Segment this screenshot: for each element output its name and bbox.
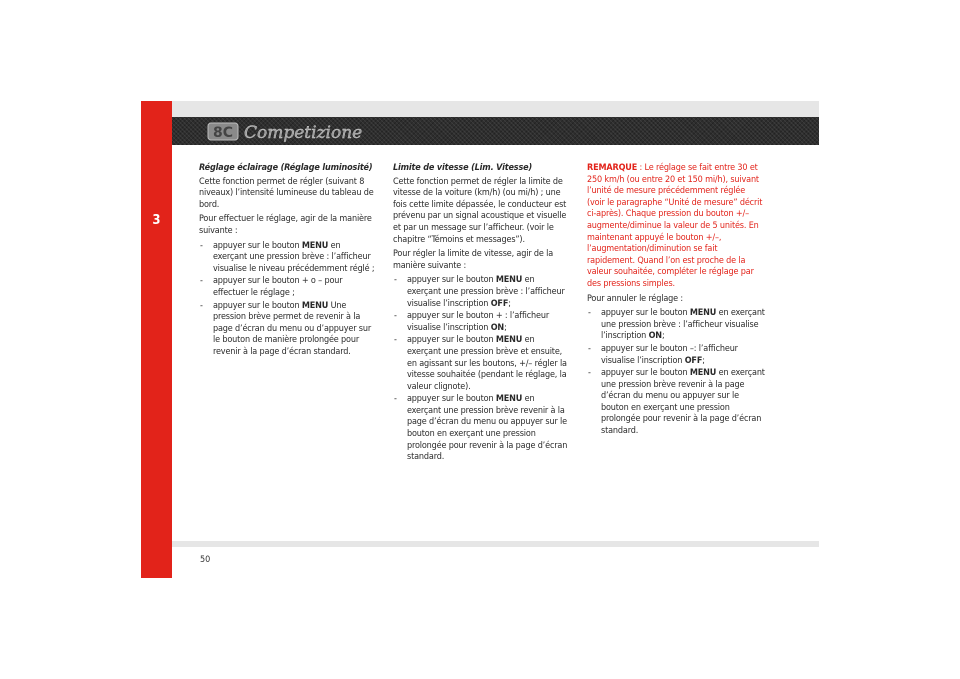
list-item: - appuyer sur le bouton MENU en exerçant une pression brève : l’afficheur visualise le niveau précédemment réglé ;: [199, 241, 376, 276]
svg-text:Competizione: Competizione: [244, 123, 363, 143]
column-lighting: [199, 163, 376, 360]
paragraph: Cette fonction permet de régler (suivant 8 niveaux) l’intensité lumineuse du tableau de bord.: [199, 176, 374, 210]
paragraph: Pour annuler le réglage :: [587, 293, 683, 304]
list-item: - appuyer sur le bouton MENU en exerçant une pression brève et ensuite, en agissant sur les boutons, +/– régler la vitesse souhaitée (pendant le réglage, la valeur clignote).: [393, 335, 570, 393]
list-item: - appuyer sur le bouton + o – pour effectuer le réglage ;: [199, 276, 376, 299]
steps-list: [199, 241, 376, 359]
list-item: - appuyer sur le bouton MENU Une pression brève permet de revenir à la page d’écran du menu ou d’appuyer sur le bouton de manière prolongée pour revenir à la page d’écran standard.: [199, 301, 376, 359]
column-speed-limit: [393, 163, 570, 465]
bottom-band: [172, 541, 819, 547]
page-number: 50: [200, 555, 211, 565]
steps-list: [587, 308, 765, 438]
list-item: - appuyer sur le bouton MENU en exerçant une pression brève revenir à la page d’écran du menu ou appuyer sur le bouton en exerçant une pression prolongée pour revenir à la page d’écran standard.: [587, 368, 765, 438]
column-note-cancel: [587, 163, 765, 439]
paragraph: Pour régler la limite de vitesse, agir de la manière suivante :: [393, 249, 554, 271]
svg-text:8C: 8C: [212, 125, 234, 141]
chapter-number: 3: [152, 213, 161, 228]
paragraph: Pour effectuer le réglage, agir de la manière suivante :: [199, 214, 372, 236]
list-item: - appuyer sur le bouton MENU en exerçant une pression brève : l’afficheur visualise l’inscription ON;: [587, 308, 765, 343]
list-item: - appuyer sur le bouton + : l’afficheur visualise l’inscription ON;: [393, 311, 570, 334]
top-band: [172, 101, 819, 117]
chapter-tab: [141, 101, 172, 578]
brand-logo: [206, 117, 386, 145]
section-heading: Réglage éclairage (Réglage luminosité): [199, 163, 373, 173]
list-item: - appuyer sur le bouton MENU en exerçant une pression brève : l’afficheur visualise l’inscription OFF;: [393, 275, 570, 310]
note-paragraph: REMARQUE : Le réglage se fait entre 30 et 250 km/h (ou entre 20 et 150 mi/h), suivant l’unité de mesure précédemment réglée (voir le paragraphe “Unité de mesure” décrit ci-après). Chaque pression du bouton +/– augmente/diminue la valeur de 5 unités. En maintenant appuyé le bouton +/–, l’augmentation/diminution se fait rapidement. Quand l’on est proche de la valeur souhaitée, compléter le réglage par des pressions simples.: [587, 163, 763, 289]
paragraph: Cette fonction permet de régler la limite de vitesse de la voiture (km/h) (ou mi/h) ; une fois cette limite dépassée, le conducteur est prévenu par un signal acoustique et visuelle et par un message sur l’afficheur. (voir le chapitre “Témoins et messages”).: [393, 176, 567, 245]
steps-list: [393, 275, 570, 464]
list-item: - appuyer sur le bouton –: l’afficheur visualise l’inscription OFF;: [587, 344, 765, 367]
list-item: - appuyer sur le bouton MENU en exerçant une pression brève revenir à la page d’écran du menu ou appuyer sur le bouton en exerçant une pression prolongée pour revenir à la page d’écran standard.: [393, 394, 570, 464]
section-heading: Limite de vitesse (Lim. Vitesse): [393, 163, 533, 173]
